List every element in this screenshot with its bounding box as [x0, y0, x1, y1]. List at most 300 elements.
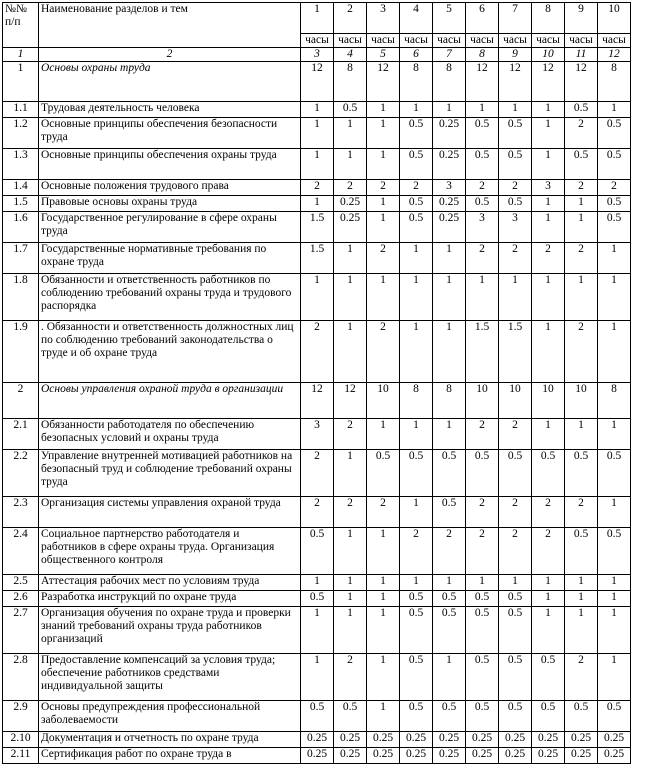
column-number: 9	[499, 48, 532, 62]
hours-cell: 0.5	[433, 591, 466, 607]
hours-cell: 3	[499, 212, 532, 243]
hours-cell: 0.5	[532, 654, 565, 701]
hours-cell: 8	[400, 62, 433, 102]
hours-cell: 0.5	[400, 654, 433, 701]
hours-cell: 0.25	[565, 732, 598, 748]
hours-cell: 8	[598, 62, 631, 102]
section-row	[3, 62, 631, 102]
column-number: 4	[334, 48, 367, 62]
hours-cell: 0.5	[400, 212, 433, 243]
hours-cell: 8	[334, 62, 367, 102]
hours-cell: 2	[565, 654, 598, 701]
hours-cell: 1	[532, 419, 565, 450]
hours-cell: 0.5	[466, 118, 499, 149]
hours-cell: 1	[334, 243, 367, 274]
group-number: 5	[433, 3, 466, 34]
hours-cell: 0.5	[466, 149, 499, 180]
hours-cell: 1	[466, 102, 499, 118]
hours-cell: 1	[499, 575, 532, 591]
hours-cell: 1	[301, 607, 334, 654]
column-number: 1	[3, 48, 39, 62]
row-number: 2.2	[3, 450, 39, 497]
topic-row	[3, 243, 631, 274]
hours-cell: 1	[532, 274, 565, 321]
group-number: 9	[565, 3, 598, 34]
hours-cell: 0.5	[565, 149, 598, 180]
topic-title: Предоставление компенсаций за условия труда; обеспечение работников средствами индивидуальной защиты	[39, 654, 301, 701]
hours-cell: 0.5	[400, 701, 433, 732]
hours-cell: 2	[565, 118, 598, 149]
hours-cell: 0.5	[466, 701, 499, 732]
row-number: 1.2	[3, 118, 39, 149]
hours-cell: 0.25	[433, 196, 466, 212]
hours-cell: 1	[334, 321, 367, 383]
hours-cell: 0.5	[565, 102, 598, 118]
hours-cell: 1	[367, 701, 400, 732]
topic-row	[3, 654, 631, 701]
topic-row	[3, 528, 631, 575]
unit-label: часы	[466, 34, 499, 48]
hours-cell: 0.25	[499, 732, 532, 748]
hours-cell: 0.25	[433, 212, 466, 243]
hours-cell: 0.25	[334, 196, 367, 212]
column-number: 3	[301, 48, 334, 62]
topic-title: . Обязанности и ответственность должностных лиц по соблюдению требований законодательства о труде и об охране труда	[39, 321, 301, 383]
hours-cell: 2	[565, 243, 598, 274]
row-number: 1.7	[3, 243, 39, 274]
hours-cell: 2	[565, 497, 598, 528]
hours-cell: 0.5	[499, 118, 532, 149]
hours-cell: 0.25	[367, 732, 400, 748]
topic-title: Трудовая деятельность человека	[39, 102, 301, 118]
topic-title: Организация обучения по охране труда и проверки знаний требований охраны труда работников организаций	[39, 607, 301, 654]
topic-row	[3, 118, 631, 149]
hours-cell: 0.5	[499, 196, 532, 212]
hours-cell: 1	[301, 102, 334, 118]
hours-cell: 2	[532, 528, 565, 575]
hours-cell: 2	[334, 654, 367, 701]
hours-cell: 0.25	[598, 732, 631, 748]
topic-row	[3, 607, 631, 654]
topic-row	[3, 732, 631, 748]
topic-title: Социальное партнерство работодателя и работников в сфере охраны труда. Организация общественного контроля	[39, 528, 301, 575]
group-number: 2	[334, 3, 367, 34]
hours-cell: 1	[367, 528, 400, 575]
topic-row	[3, 497, 631, 528]
row-number: 2.11	[3, 748, 39, 764]
topic-row	[3, 419, 631, 450]
topic-title: Разработка инструкций по охране труда	[39, 591, 301, 607]
unit-label: часы	[433, 34, 466, 48]
hours-cell: 1	[367, 212, 400, 243]
row-number: 2.9	[3, 701, 39, 732]
hours-cell: 1	[433, 419, 466, 450]
hours-cell: 10	[499, 383, 532, 419]
group-number: 6	[466, 3, 499, 34]
hours-cell: 3	[532, 180, 565, 196]
hours-cell: 2	[466, 419, 499, 450]
row-number: 1.4	[3, 180, 39, 196]
hours-cell: 8	[598, 383, 631, 419]
row-number: 2.6	[3, 591, 39, 607]
hours-cell: 0.25	[433, 149, 466, 180]
hours-cell: 1	[301, 274, 334, 321]
hours-cell: 1	[334, 149, 367, 180]
hours-cell: 1	[301, 654, 334, 701]
hours-cell: 2	[334, 419, 367, 450]
hours-cell: 0.25	[466, 732, 499, 748]
hours-cell: 0.5	[466, 607, 499, 654]
row-number: 1.1	[3, 102, 39, 118]
hours-cell: 1	[532, 196, 565, 212]
topic-row	[3, 180, 631, 196]
hours-cell: 12	[532, 62, 565, 102]
hours-cell: 1	[565, 196, 598, 212]
topic-row	[3, 591, 631, 607]
topic-row	[3, 149, 631, 180]
hours-cell: 1	[598, 419, 631, 450]
hours-cell: 2	[466, 528, 499, 575]
hours-cell: 0.5	[499, 450, 532, 497]
row-number: 2.7	[3, 607, 39, 654]
hours-cell: 1	[565, 575, 598, 591]
topic-row	[3, 321, 631, 383]
column-number: 10	[532, 48, 565, 62]
topic-row	[3, 701, 631, 732]
hours-cell: 1	[433, 321, 466, 383]
topic-title: Основные принципы обеспечения охраны труда	[39, 149, 301, 180]
hours-cell: 1	[334, 274, 367, 321]
hours-cell: 2	[334, 180, 367, 196]
hours-cell: 0.5	[367, 450, 400, 497]
hours-cell: 0.25	[334, 212, 367, 243]
hours-cell: 2	[301, 497, 334, 528]
column-number: 8	[466, 48, 499, 62]
row-number: 2.5	[3, 575, 39, 591]
hours-cell: 0.5	[499, 654, 532, 701]
hours-cell: 1	[532, 118, 565, 149]
hours-cell: 1	[367, 196, 400, 212]
hours-cell: 2	[565, 180, 598, 196]
hours-cell: 3	[433, 180, 466, 196]
unit-label: часы	[532, 34, 565, 48]
hours-cell: 8	[433, 383, 466, 419]
hours-cell: 12	[565, 62, 598, 102]
hours-cell: 10	[532, 383, 565, 419]
hours-cell: 1	[334, 607, 367, 654]
hours-cell: 0.25	[532, 748, 565, 764]
hours-cell: 1	[532, 102, 565, 118]
hours-cell: 0.5	[400, 607, 433, 654]
hours-cell: 1	[367, 118, 400, 149]
hours-cell: 8	[400, 383, 433, 419]
hours-cell: 0.25	[334, 732, 367, 748]
topic-title: Государственные нормативные требования по охране труда	[39, 243, 301, 274]
column-number: 12	[598, 48, 631, 62]
hours-cell: 3	[466, 212, 499, 243]
hours-cell: 0.5	[598, 212, 631, 243]
group-number: 3	[367, 3, 400, 34]
hours-cell: 0.5	[400, 149, 433, 180]
hours-cell: 0.5	[565, 450, 598, 497]
hours-cell: 2	[301, 450, 334, 497]
hours-cell: 0.5	[598, 450, 631, 497]
hours-cell: 2	[499, 419, 532, 450]
hours-cell: 1	[334, 118, 367, 149]
hours-cell: 0.25	[367, 748, 400, 764]
hours-cell: 1	[367, 149, 400, 180]
hours-cell: 0.5	[598, 196, 631, 212]
hours-cell: 2	[532, 243, 565, 274]
hours-cell: 1.5	[301, 212, 334, 243]
hours-cell: 2	[565, 321, 598, 383]
hours-cell: 1	[598, 497, 631, 528]
topic-title: Сертификация работ по охране труда в	[39, 748, 301, 764]
hours-cell: 0.5	[400, 450, 433, 497]
hours-cell: 1	[400, 321, 433, 383]
hours-cell: 0.25	[466, 748, 499, 764]
hours-cell: 0.5	[433, 701, 466, 732]
hours-cell: 12	[466, 62, 499, 102]
hours-cell: 0.25	[433, 118, 466, 149]
row-number: 1	[3, 62, 39, 102]
section-title: Основы охраны труда	[39, 62, 301, 102]
unit-label: часы	[301, 34, 334, 48]
hours-cell: 1	[400, 419, 433, 450]
column-number: 2	[39, 48, 301, 62]
hours-cell: 1	[301, 149, 334, 180]
hours-cell: 2	[301, 321, 334, 383]
hours-cell: 0.5	[433, 450, 466, 497]
hours-cell: 1	[334, 528, 367, 575]
hours-cell: 0.5	[499, 701, 532, 732]
hours-cell: 1	[598, 654, 631, 701]
unit-label: часы	[565, 34, 598, 48]
topic-title: Обязанности работодателя по обеспечению безопасных условий и охраны труда	[39, 419, 301, 450]
topic-title: Основные принципы обеспечения безопасности труда	[39, 118, 301, 149]
hours-cell: 1	[565, 274, 598, 321]
hours-cell: 0.5	[400, 591, 433, 607]
hours-cell: 0.25	[532, 732, 565, 748]
hours-cell: 1.5	[499, 321, 532, 383]
hours-cell: 0.25	[400, 732, 433, 748]
hours-cell: 1	[532, 591, 565, 607]
curriculum-table	[2, 2, 631, 764]
hours-cell: 0.5	[433, 497, 466, 528]
hours-cell: 0.5	[433, 607, 466, 654]
hours-cell: 0.25	[301, 748, 334, 764]
hours-cell: 1	[367, 419, 400, 450]
hours-cell: 1	[565, 419, 598, 450]
hours-cell: 12	[499, 62, 532, 102]
hours-cell: 2	[532, 497, 565, 528]
hours-cell: 1	[499, 274, 532, 321]
hours-cell: 1	[598, 321, 631, 383]
row-number: 2	[3, 383, 39, 419]
hours-cell: 0.5	[400, 118, 433, 149]
row-number: 1.5	[3, 196, 39, 212]
hours-cell: 12	[301, 383, 334, 419]
hours-cell: 2	[334, 497, 367, 528]
hours-cell: 0.5	[334, 701, 367, 732]
hours-cell: 0.5	[565, 701, 598, 732]
hours-cell: 1	[367, 102, 400, 118]
hours-cell: 1	[598, 591, 631, 607]
hours-cell: 0.5	[301, 701, 334, 732]
hours-cell: 2	[400, 528, 433, 575]
hours-cell: 0.25	[400, 748, 433, 764]
row-number: 2.10	[3, 732, 39, 748]
column-number: 11	[565, 48, 598, 62]
hours-cell: 1	[532, 321, 565, 383]
hours-cell: 2	[598, 180, 631, 196]
hours-cell: 0.5	[466, 591, 499, 607]
hours-cell: 2	[367, 243, 400, 274]
hours-cell: 1	[598, 607, 631, 654]
num-header: №№ п/п	[3, 3, 39, 48]
hours-cell: 1	[367, 607, 400, 654]
hours-cell: 1	[367, 274, 400, 321]
hours-cell: 10	[466, 383, 499, 419]
topic-title: Государственное регулирование в сфере охраны труда	[39, 212, 301, 243]
hours-cell: 2	[499, 528, 532, 575]
unit-label: часы	[499, 34, 532, 48]
hours-cell: 0.5	[532, 701, 565, 732]
topic-title: Организация системы управления охраной труда	[39, 497, 301, 528]
hours-cell: 0.5	[301, 591, 334, 607]
hours-cell: 2	[499, 180, 532, 196]
hours-cell: 1	[433, 575, 466, 591]
hours-cell: 0.25	[565, 748, 598, 764]
hours-cell: 1	[466, 274, 499, 321]
hours-cell: 2	[367, 497, 400, 528]
unit-label: часы	[400, 34, 433, 48]
hours-cell: 1	[598, 102, 631, 118]
row-number: 2.1	[3, 419, 39, 450]
topic-row	[3, 450, 631, 497]
hours-cell: 1	[598, 243, 631, 274]
hours-cell: 1	[400, 102, 433, 118]
row-number: 1.3	[3, 149, 39, 180]
topic-row	[3, 212, 631, 243]
hours-cell: 0.5	[301, 528, 334, 575]
hours-cell: 3	[301, 419, 334, 450]
hours-cell: 2	[367, 180, 400, 196]
topic-title: Аттестация рабочих мест по условиям труда	[39, 575, 301, 591]
hours-cell: 1	[334, 450, 367, 497]
hours-cell: 2	[433, 528, 466, 575]
hours-cell: 1	[598, 575, 631, 591]
hours-cell: 1	[433, 102, 466, 118]
hours-cell: 1	[334, 575, 367, 591]
topic-row	[3, 575, 631, 591]
group-number: 4	[400, 3, 433, 34]
column-number: 6	[400, 48, 433, 62]
row-number: 2.4	[3, 528, 39, 575]
hours-cell: 0.25	[301, 732, 334, 748]
hours-cell: 1	[400, 243, 433, 274]
hours-cell: 1	[301, 196, 334, 212]
hours-cell: 12	[301, 62, 334, 102]
hours-cell: 0.5	[334, 102, 367, 118]
hours-cell: 0.5	[466, 450, 499, 497]
hours-cell: 2	[301, 180, 334, 196]
hours-cell: 1	[400, 575, 433, 591]
header-row	[3, 3, 631, 34]
hours-cell: 0.25	[499, 748, 532, 764]
hours-cell: 1.5	[301, 243, 334, 274]
hours-cell: 0.5	[400, 196, 433, 212]
hours-cell: 10	[565, 383, 598, 419]
hours-cell: 0.25	[598, 748, 631, 764]
hours-cell: 1	[400, 497, 433, 528]
hours-cell: 12	[367, 62, 400, 102]
hours-cell: 2	[466, 243, 499, 274]
row-number: 1.8	[3, 274, 39, 321]
title-header: Наименование разделов и тем	[39, 3, 301, 48]
topic-row	[3, 102, 631, 118]
hours-cell: 2	[400, 180, 433, 196]
hours-cell: 0.25	[433, 748, 466, 764]
hours-cell: 2	[367, 321, 400, 383]
section-row	[3, 383, 631, 419]
hours-cell: 2	[466, 497, 499, 528]
hours-cell: 10	[367, 383, 400, 419]
group-number: 1	[301, 3, 334, 34]
hours-cell: 1	[301, 575, 334, 591]
hours-cell: 0.5	[499, 591, 532, 607]
hours-cell: 1	[565, 591, 598, 607]
hours-cell: 12	[334, 383, 367, 419]
group-number: 10	[598, 3, 631, 34]
topic-title: Документация и отчетность по охране труда	[39, 732, 301, 748]
hours-cell: 0.5	[532, 450, 565, 497]
unit-label: часы	[367, 34, 400, 48]
hours-cell: 1	[565, 212, 598, 243]
topic-row	[3, 196, 631, 212]
column-number: 7	[433, 48, 466, 62]
unit-label: часы	[334, 34, 367, 48]
row-number: 1.6	[3, 212, 39, 243]
hours-cell: 1	[532, 212, 565, 243]
hours-cell: 1	[598, 274, 631, 321]
topic-row	[3, 748, 631, 764]
hours-cell: 1	[400, 274, 433, 321]
topic-row	[3, 274, 631, 321]
column-number-row	[3, 48, 631, 62]
hours-cell: 8	[433, 62, 466, 102]
unit-label: часы	[598, 34, 631, 48]
hours-cell: 0.5	[565, 528, 598, 575]
hours-cell: 1	[367, 654, 400, 701]
hours-cell: 0.25	[433, 732, 466, 748]
hours-cell: 1	[532, 607, 565, 654]
group-number: 8	[532, 3, 565, 34]
hours-cell: 1	[433, 274, 466, 321]
hours-cell: 1	[433, 243, 466, 274]
hours-cell: 0.5	[598, 149, 631, 180]
group-number: 7	[499, 3, 532, 34]
hours-cell: 0.5	[598, 701, 631, 732]
row-number: 2.8	[3, 654, 39, 701]
row-number: 2.3	[3, 497, 39, 528]
hours-cell: 1	[466, 575, 499, 591]
hours-cell: 0.5	[466, 654, 499, 701]
hours-cell: 2	[466, 180, 499, 196]
column-number: 5	[367, 48, 400, 62]
hours-cell: 2	[499, 497, 532, 528]
hours-cell: 1	[532, 149, 565, 180]
